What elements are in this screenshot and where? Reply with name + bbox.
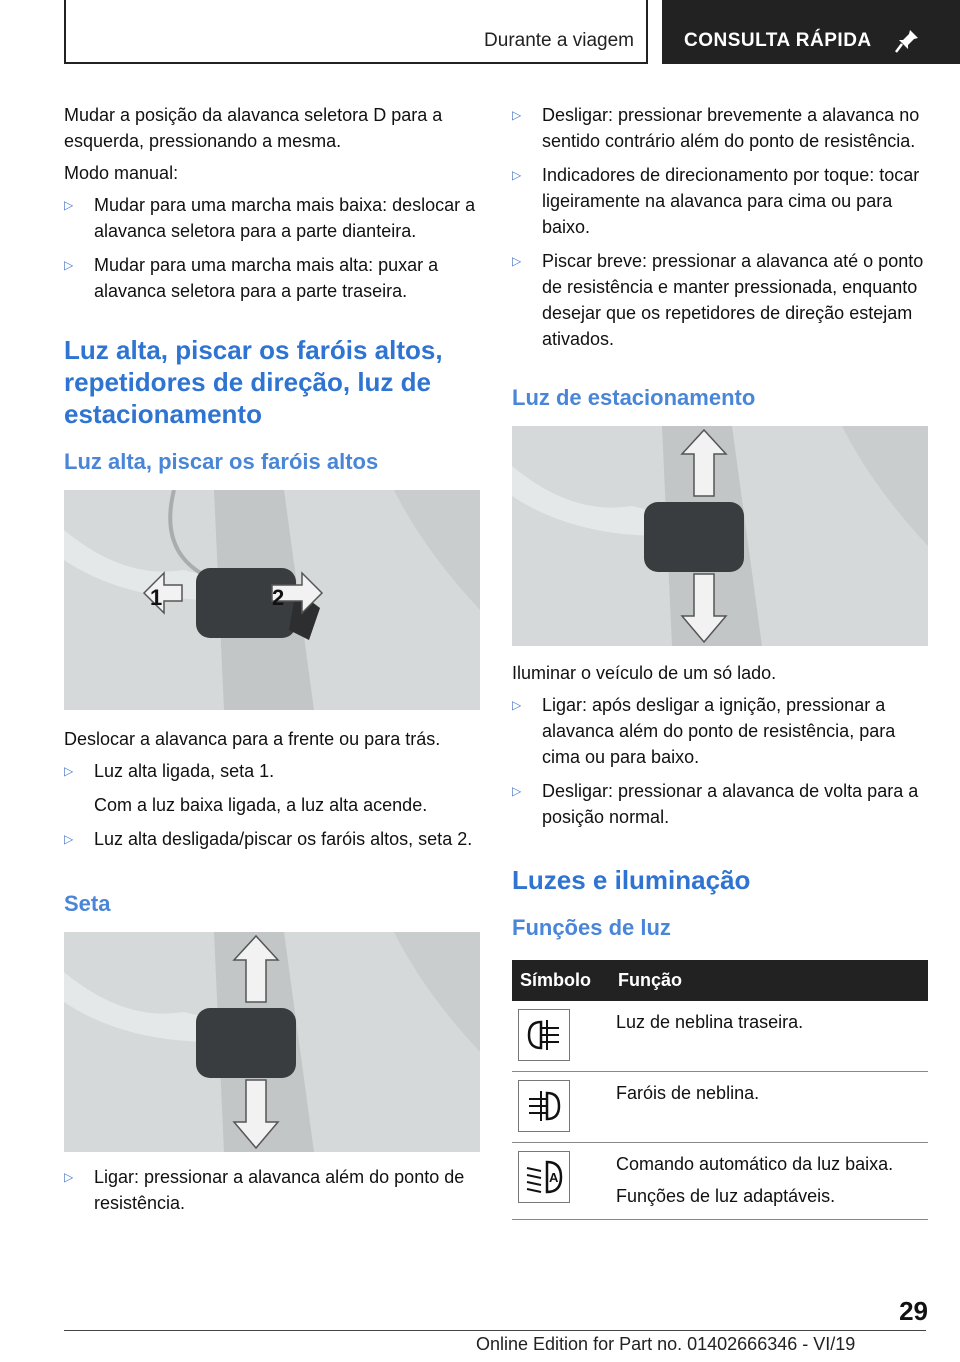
list-item: ▷ Desligar: pressionar a alavanca de volta para a posição normal. [512,778,928,830]
left-column [64,102,480,1224]
list-item: ▷ Piscar breve: pressionar a alavanca até o ponto de resistência e manter pressionada, enquanto desejar que os repetidores de direção estejam ativados. [512,248,928,352]
bullet-triangle-icon: ▷ [512,784,522,798]
rear-fog-light-icon [518,1009,570,1061]
list-item: ▷ Ligar: após desligar a ignição, pressionar a alavanca além do ponto de resistência, para cima ou para baixo. [512,692,928,770]
list-item: ▷ Desligar: pressionar brevemente a alavanca no sentido contrário além do ponto de resistência. [512,102,928,154]
svg-text:A: A [549,1170,559,1185]
section-heading: Luz alta, piscar os faróis altos, repetidores de direção, luz de estacionamento [64,335,443,429]
section-heading: Luzes e iluminação [512,865,751,895]
list-item: ▷ Indicadores de direcionamento por toque: tocar ligeiramente na alavanca para cima ou para baixo. [512,162,928,240]
quick-reference-label: CONSULTA RÁPIDA [684,30,872,51]
subsection-heading: Luz alta, piscar os faróis altos [64,449,379,474]
table-header-symbol: Símbolo [512,960,610,1001]
table-row [512,1072,928,1143]
paragraph: Modo manual: [64,163,179,183]
paragraph: Iluminar o veículo de um só lado. [512,663,777,683]
bullet-triangle-icon: ▷ [64,258,74,272]
bullet-triangle-icon: ▷ [64,832,74,846]
bullet-triangle-icon: ▷ [512,698,522,712]
auto-low-beam-icon [518,1151,570,1203]
table-row [512,1143,928,1220]
pin-icon [894,28,920,54]
page-number: 29 [899,1296,928,1326]
front-fog-light-icon [518,1080,570,1132]
bullet-triangle-icon: ▷ [64,764,74,778]
high-beam-illustration [64,490,480,710]
list-item: ▷ Luz alta desligada/piscar os faróis altos, seta 2. [64,826,480,852]
section-tab[interactable]: Durante a viagem [484,30,634,51]
right-column [512,102,928,1220]
bullet-triangle-icon: ▷ [64,1170,74,1184]
table-cell-text: Luz de neblina traseira. [616,1012,804,1032]
bullet-triangle-icon: ▷ [64,198,74,212]
parking-light-illustration [512,426,928,646]
table-row [512,1001,928,1072]
subsection-heading: Luz de estacionamento [512,385,756,410]
list-item: ▷ Mudar para uma marcha mais alta: puxar a alavanca seletora para a parte traseira. [64,252,480,304]
arrow-label-1: 1 [150,585,163,610]
arrow-label-2: 2 [272,585,285,610]
table-cell-text: Comando automático da luz baixa. [616,1154,894,1174]
list-item: ▷ Luz alta ligada, seta 1. [64,758,480,784]
quick-reference-tab[interactable] [662,0,960,64]
footer-edition: Online Edition for Part no. 01402666346 - VI/19 [476,1334,856,1354]
subsection-heading: Funções de luz [512,915,671,940]
list-item-continuation: Com a luz baixa ligada, a luz alta acende. [94,795,428,815]
bullet-triangle-icon: ▷ [512,108,522,122]
turn-signal-illustration [64,932,480,1152]
light-functions-table [512,960,928,1220]
paragraph: Deslocar a alavanca para a frente ou para trás. [64,729,441,749]
list-item: ▷ Mudar para uma marcha mais baixa: deslocar a alavanca seletora para a parte dianteira. [64,192,480,244]
table-cell-text: Funções de luz adaptáveis. [616,1186,836,1206]
footer-divider [64,1330,926,1331]
bullet-triangle-icon: ▷ [512,254,522,268]
bullet-triangle-icon: ▷ [512,168,522,182]
list-item: ▷ Ligar: pressionar a alavanca além do ponto de resistência. [64,1164,480,1216]
table-cell-text: Faróis de neblina. [616,1083,760,1103]
subsection-heading: Seta [64,891,111,916]
table-header-function: Função [610,960,928,1001]
paragraph: Mudar a posição da alavanca seletora D para a esquerda, pressionando a mesma. [64,105,443,151]
header-bar [64,0,648,64]
